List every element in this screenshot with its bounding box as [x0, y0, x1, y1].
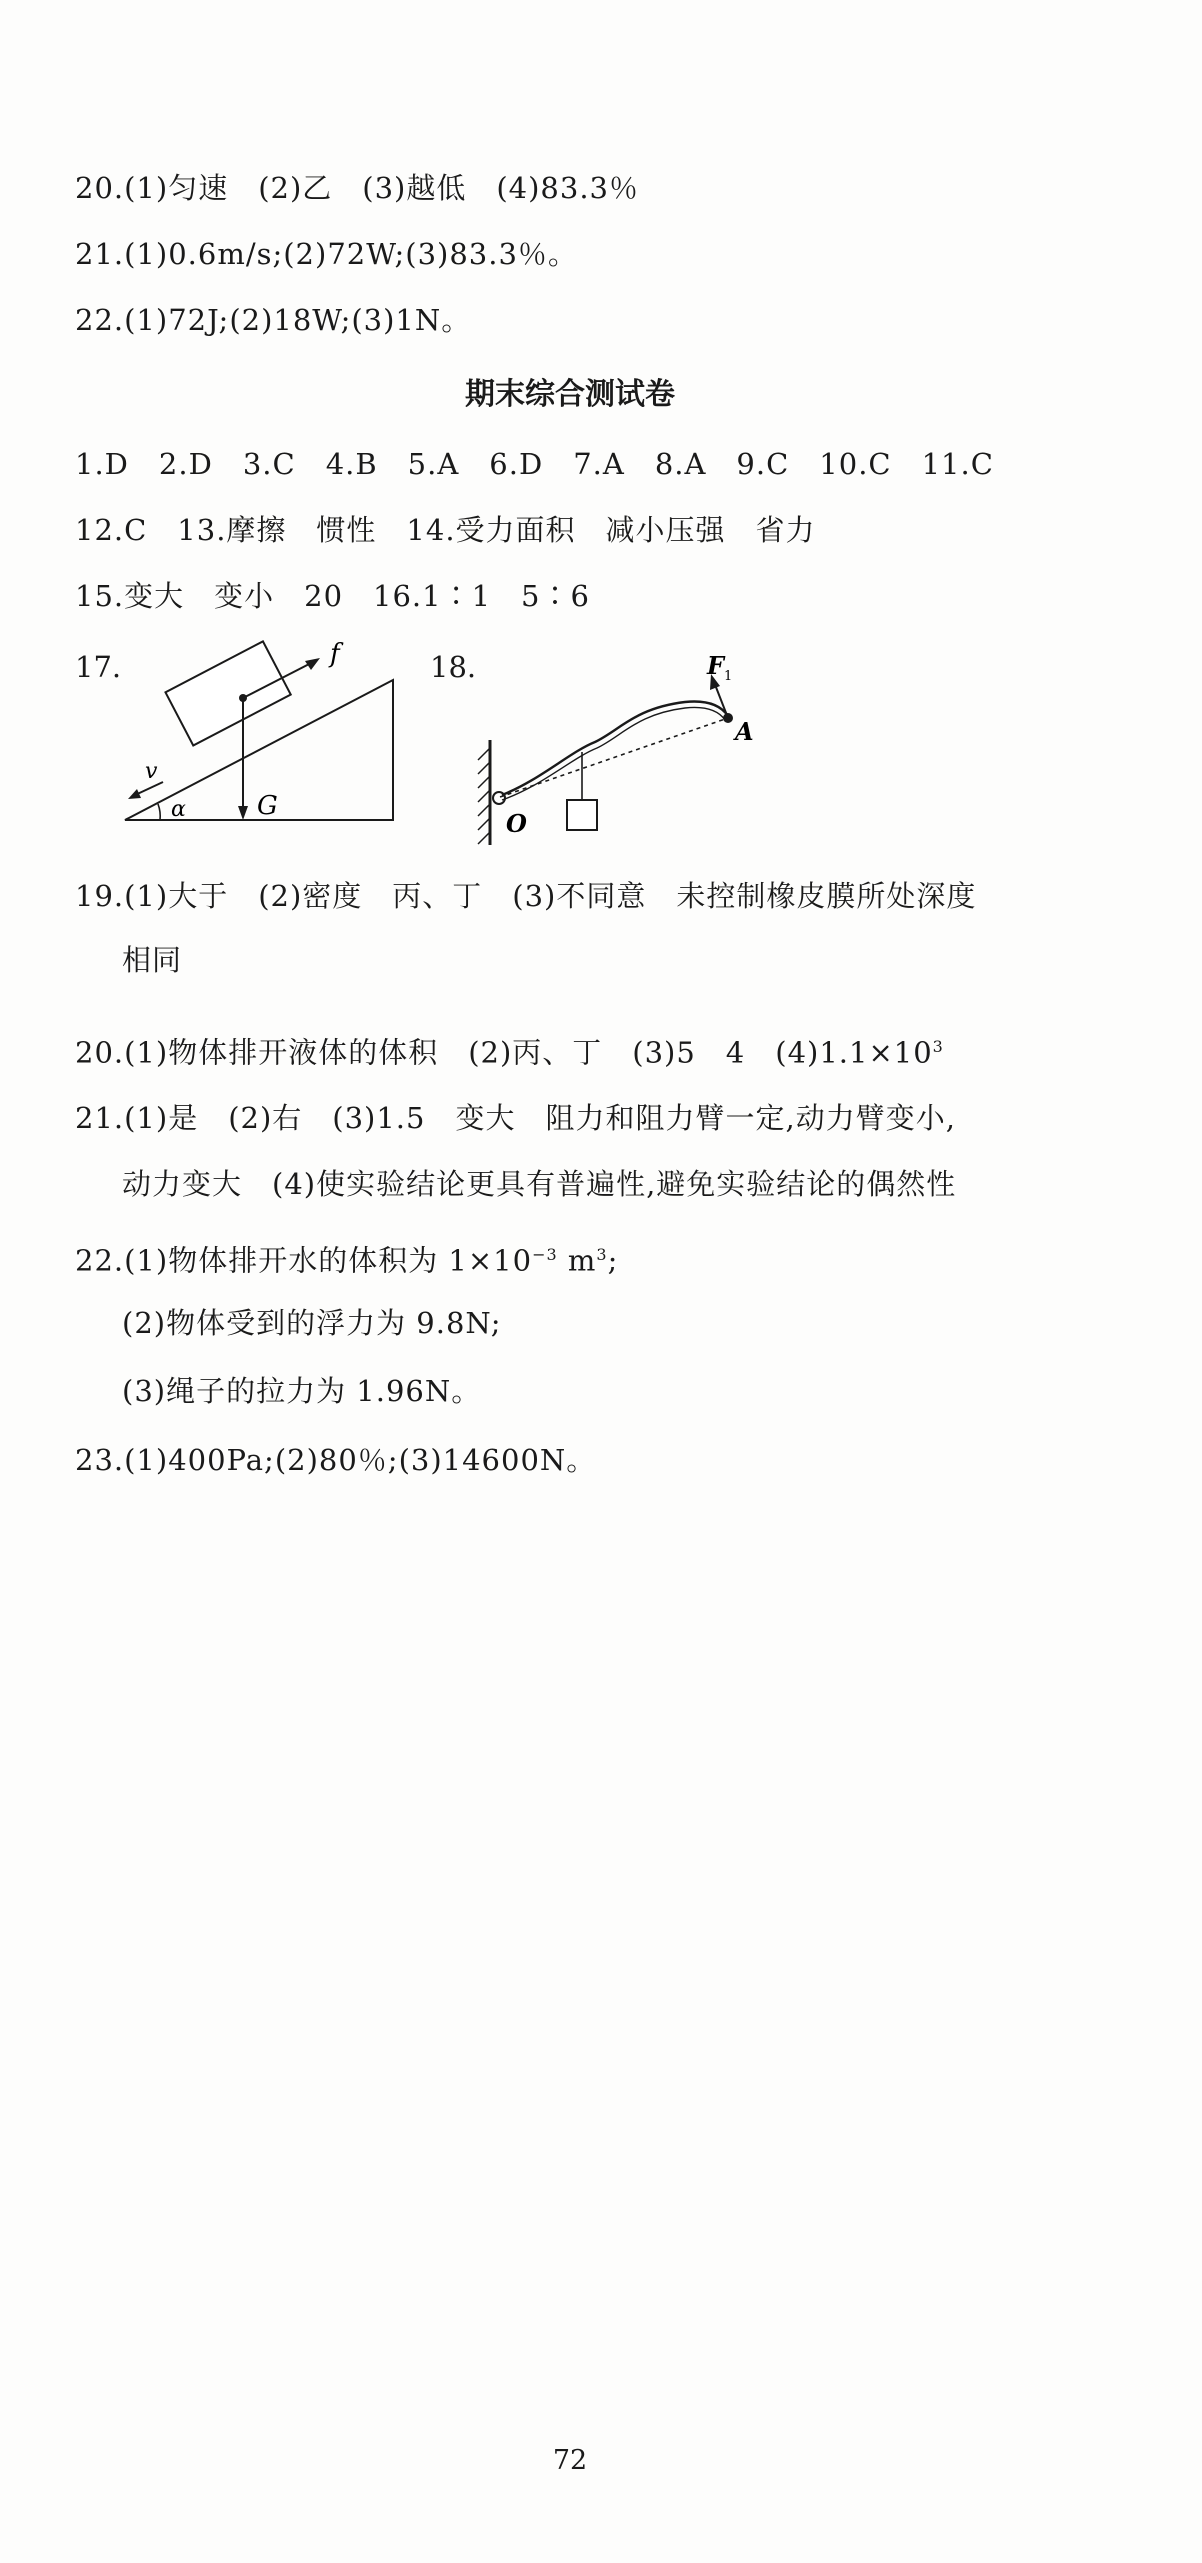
q22-unit-exponent: 3: [596, 1245, 608, 1264]
answer-q19-line1: 19.(1)大于 (2)密度 丙、丁 (3)不同意 未控制橡皮膜所处深度: [75, 879, 977, 913]
q18-number: 18.: [430, 650, 477, 684]
answer-q23: 23.(1)400Pa;(2)80％;(3)14600N。: [75, 1443, 597, 1477]
friction-arrowhead: [305, 658, 320, 670]
force-f1-subscript: 1: [724, 669, 733, 684]
q20-exponent: 3: [932, 1037, 944, 1056]
answer-q22-line1: [75, 1235, 618, 1281]
lever-diagram: [470, 640, 770, 855]
q17-number: 17.: [75, 650, 122, 684]
page-number: 72: [552, 2445, 588, 2476]
q20-text: 20.(1)物体排开液体的体积 (2)丙、丁 (3)5 4 (4)1.1×10: [75, 1035, 933, 1070]
incline-diagram: [115, 640, 405, 835]
q22-exponent: −3: [532, 1245, 558, 1264]
gravity-arrowhead: [238, 806, 248, 820]
pivot-o-label: O: [506, 809, 527, 838]
answer-row-15-16: 15.变大 变小 20 16.1∶1 5∶6: [75, 579, 590, 613]
angle-arc: [158, 804, 160, 820]
velocity-arrowhead: [128, 789, 141, 799]
velocity-label: v: [145, 759, 158, 784]
answer-q20: 20.(1)匀速 (2)乙 (3)越低 (4)83.3％: [75, 171, 640, 205]
force-f1-label: F: [707, 651, 725, 680]
answer-q21-line1: 21.(1)是 (2)右 (3)1.5 变大 阻力和阻力臂一定,动力臂变小,: [75, 1101, 956, 1135]
answer-row-12-14: 12.C 13.摩擦 惯性 14.受力面积 减小压强 省力: [75, 513, 816, 547]
angle-label: α: [171, 797, 186, 822]
answer-q22-line2: (2)物体受到的浮力为 9.8N;: [122, 1306, 502, 1340]
answer-q20-final: [75, 1027, 944, 1073]
section-title: 期末综合测试卷: [465, 377, 675, 412]
hanging-weight: [567, 800, 597, 830]
q22-text: 22.(1)物体排开水的体积为 1×10: [75, 1243, 533, 1278]
answer-q22: 22.(1)72J;(2)18W;(3)1N。: [75, 303, 472, 337]
point-a-label: A: [735, 717, 754, 746]
block-on-incline: [165, 641, 290, 745]
answer-q19-line2: 相同: [122, 943, 183, 977]
curved-lever: [502, 702, 728, 795]
q22-end: ;: [607, 1243, 619, 1278]
q22-unit: m: [557, 1243, 597, 1278]
wall-hatching: [478, 748, 490, 844]
answer-q21-line2: 动力变大 (4)使实验结论更具有普遍性,避免实验结论的偶然性: [122, 1167, 957, 1201]
answer-row-1-11: 1.D 2.D 3.C 4.B 5.A 6.D 7.A 8.A 9.C 10.C 11.C: [75, 447, 994, 481]
gravity-label: G: [257, 791, 278, 821]
answer-q21: 21.(1)0.6m/s;(2)72W;(3)83.3％。: [75, 237, 578, 271]
answer-q22-line3: (3)绳子的拉力为 1.96N。: [122, 1374, 482, 1408]
friction-label: f: [330, 640, 340, 669]
